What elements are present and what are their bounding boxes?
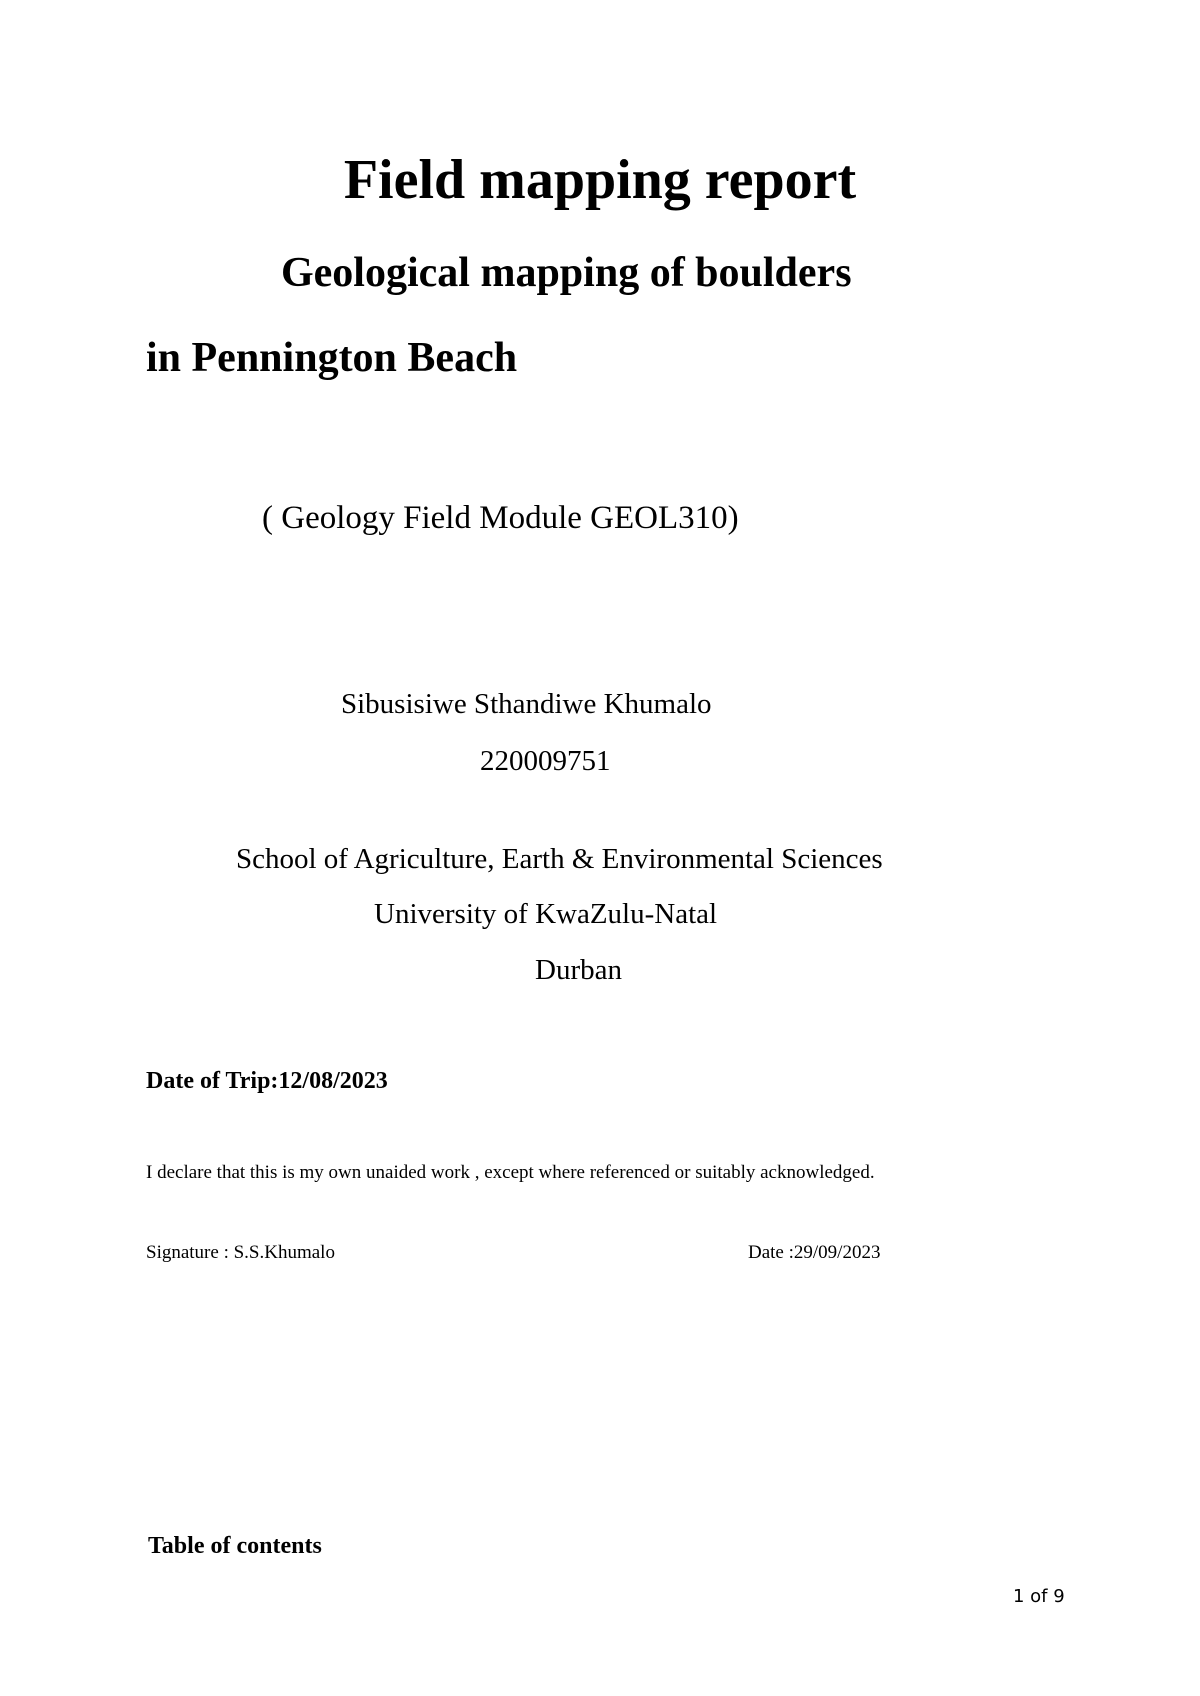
report-subtitle-line-2: in Pennington Beach: [146, 335, 518, 381]
report-subtitle-line-1: Geological mapping of boulders: [281, 250, 852, 296]
table-of-contents-heading: Table of contents: [148, 1533, 322, 1559]
signature-date: Date :29/09/2023: [748, 1242, 881, 1263]
page-number: 1 of 9: [1013, 1586, 1065, 1607]
author-name: Sibusisiwe Sthandiwe Khumalo: [341, 688, 712, 720]
student-number: 220009751: [480, 745, 611, 777]
university-name: University of KwaZulu-Natal: [374, 898, 718, 930]
trip-date: Date of Trip:12/08/2023: [146, 1068, 388, 1094]
declaration-text: I declare that this is my own unaided work , except where referenced or suitably acknowledged.: [146, 1162, 875, 1183]
city-name: Durban: [535, 954, 622, 986]
signature-line: Signature : S.S.Khumalo: [146, 1242, 335, 1263]
module-name: ( Geology Field Module GEOL310): [262, 500, 739, 536]
report-title: Field mapping report: [343, 149, 857, 211]
school-name: School of Agriculture, Earth & Environmental Sciences: [236, 843, 883, 875]
